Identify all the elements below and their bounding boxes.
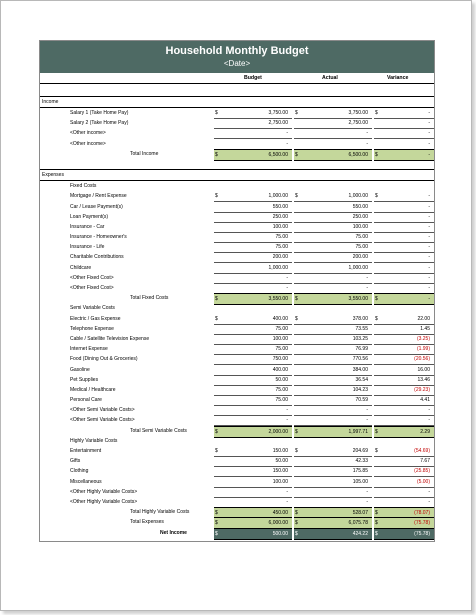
amount-value: (5.00) (416, 478, 430, 485)
budget-rows (40, 96, 434, 538)
date-placeholder: <Date> (223, 59, 251, 68)
amount-value: 22.00 (417, 315, 430, 322)
currency-symbol: $ (215, 110, 218, 116)
row-label: Insurance - Car (70, 223, 105, 230)
section-row (40, 96, 434, 108)
amount-value: - (286, 417, 288, 424)
row-label: Charitable Contributions (70, 254, 124, 261)
currency-symbol: $ (375, 510, 378, 517)
amount-value: 100.00 (272, 478, 288, 485)
row-label: <Other Highly Variable Costs> (70, 498, 138, 505)
amount-value: - (428, 193, 430, 200)
amount-value: (3.25) (416, 335, 430, 342)
currency-symbol: $ (295, 151, 298, 158)
row-label: Salary 1 (Take Home Pay) (70, 110, 129, 116)
amount-value: - (286, 285, 288, 291)
row-label: Semi Variable Costs (70, 305, 115, 312)
amount-value: 4.41 (420, 397, 430, 404)
row-label: Total Semi Variable Costs (130, 427, 187, 434)
category-row (40, 303, 434, 313)
currency-symbol: $ (215, 428, 218, 435)
amount-value: - (428, 498, 430, 505)
currency-symbol: $ (295, 110, 298, 116)
line-item-row (40, 395, 434, 405)
total-row (40, 426, 434, 436)
currency-symbol: $ (215, 151, 218, 158)
line-item-row (40, 334, 434, 344)
amount-value: - (428, 488, 430, 495)
amount-value: 770.56 (352, 356, 368, 363)
amount-value: 1,997.71 (348, 428, 368, 435)
line-item-row (40, 314, 434, 324)
amount-value: 1,000.00 (268, 264, 288, 271)
total-row (40, 149, 434, 159)
row-label: Total Fixed Costs (130, 295, 169, 302)
amount-value: 100.00 (272, 223, 288, 230)
amount-value: 250.00 (352, 213, 368, 220)
amount-value: (1.99) (416, 346, 430, 353)
row-label: Electric / Gas Expense (70, 315, 121, 322)
row-label: Telephone Expense (70, 325, 114, 332)
amount-value: - (428, 274, 430, 281)
currency-symbol: $ (375, 296, 378, 303)
amount-value: (29.23) (414, 386, 430, 393)
row-label: Internet Expense (70, 346, 108, 353)
amount-value: 3,750.00 (348, 110, 368, 116)
amount-value: (75.78) (414, 520, 430, 527)
row-label: Childcare (70, 264, 92, 271)
line-item-row (40, 273, 434, 283)
currency-symbol: $ (215, 296, 218, 303)
amount-value: 3,550.00 (268, 296, 288, 303)
row-label: Miscellaneous (70, 478, 102, 485)
amount-value: 3,750.00 (268, 110, 288, 116)
amount-value: 7.67 (420, 458, 430, 465)
amount-value: 175.85 (352, 468, 368, 475)
currency-symbol: $ (215, 315, 218, 322)
amount-value: 103.25 (352, 335, 368, 342)
amount-value: - (428, 264, 430, 271)
row-label: Insurance - Life (70, 244, 105, 251)
budget-sheet (39, 40, 435, 542)
line-item-row (40, 477, 434, 487)
row-label: Gifts (70, 458, 81, 465)
currency-symbol: $ (295, 296, 298, 303)
amount-value: - (366, 488, 368, 495)
amount-value: - (428, 130, 430, 137)
line-item-row (40, 365, 434, 375)
amount-value: 150.00 (272, 468, 288, 475)
amount-value: 13.46 (417, 376, 430, 383)
variance-column-header: Variance (387, 75, 409, 81)
row-label: Personal Care (70, 397, 102, 404)
amount-value: 204.69 (352, 448, 368, 454)
column-headers (40, 73, 434, 84)
row-label: Insurance - Homeowner's (70, 234, 127, 241)
amount-value: - (286, 274, 288, 281)
title-band (40, 41, 434, 73)
amount-value: 36.54 (355, 376, 368, 383)
amount-value: 100.00 (272, 335, 288, 342)
currency-symbol: $ (295, 193, 298, 200)
amount-value: 384.00 (352, 366, 368, 373)
row-label: Mortgage / Rent Expense (70, 193, 127, 200)
amount-value: 250.00 (272, 213, 288, 220)
amount-value: - (428, 234, 430, 241)
row-label: Clothing (70, 468, 89, 475)
amount-value: 400.00 (272, 315, 288, 322)
total-row (40, 293, 434, 303)
amount-value: 75.00 (355, 244, 368, 251)
section-row (40, 169, 434, 181)
amount-value: 1,000.00 (348, 193, 368, 200)
amount-value: 104.23 (352, 386, 368, 393)
currency-symbol: $ (215, 193, 218, 200)
line-item-row (40, 222, 434, 232)
amount-value: - (428, 140, 430, 147)
amount-value: 3,550.00 (348, 296, 368, 303)
amount-value: 2,750.00 (268, 120, 288, 127)
amount-value: 42.33 (355, 458, 368, 465)
row-label: Total Highly Variable Costs (130, 509, 190, 516)
amount-value: 750.00 (272, 356, 288, 363)
amount-value: (78.07) (414, 510, 430, 517)
currency-symbol: $ (375, 193, 378, 200)
row-label: Pet Supplies (70, 376, 99, 383)
amount-value: 424.22 (352, 530, 368, 537)
currency-symbol: $ (215, 448, 218, 454)
line-item-row (40, 385, 434, 395)
row-label: Income (42, 99, 59, 105)
row-label: <Other Highly Variable Costs> (70, 488, 138, 495)
line-item-row (40, 446, 434, 456)
amount-value: 75.00 (275, 244, 288, 251)
currency-symbol: $ (215, 510, 218, 517)
amount-value: 75.00 (275, 386, 288, 393)
amount-value: 6,500.00 (348, 151, 368, 158)
amount-value: 75.00 (355, 234, 368, 241)
amount-value: 105.00 (352, 478, 368, 485)
row-label: Medical / Healthcare (70, 386, 116, 393)
amount-value: 500.00 (272, 530, 288, 537)
row-label: <Other Fixed Cost> (70, 285, 114, 291)
line-item-row (40, 108, 434, 118)
amount-value: 75.00 (275, 325, 288, 332)
line-item-row (40, 232, 434, 242)
amount-value: - (428, 296, 430, 303)
amount-value: 50.00 (275, 376, 288, 383)
amount-value: 50.00 (275, 458, 288, 465)
currency-symbol: $ (375, 110, 378, 116)
row-label: Net Income (160, 529, 187, 536)
amount-value: 100.00 (352, 223, 368, 230)
currency-symbol: $ (375, 448, 378, 454)
net-income-row (40, 528, 434, 538)
line-item-row (40, 242, 434, 252)
line-item-row (40, 252, 434, 262)
amount-value: 1.45 (420, 325, 430, 332)
amount-value: - (286, 140, 288, 147)
line-item-row (40, 212, 434, 222)
amount-value: 400.00 (272, 366, 288, 373)
amount-value: 76.99 (355, 346, 368, 353)
line-item-row (40, 128, 434, 138)
row-label: Car / Lease Payment(s) (70, 203, 123, 210)
amount-value: 6,500.00 (268, 151, 288, 158)
amount-value: 200.00 (352, 254, 368, 261)
line-item-row (40, 118, 434, 128)
amount-value: (75.78) (414, 530, 430, 537)
line-item-row (40, 375, 434, 385)
currency-symbol: $ (375, 520, 378, 527)
currency-symbol: $ (295, 448, 298, 454)
amount-value: - (286, 488, 288, 495)
amount-value: 200.00 (272, 254, 288, 261)
row-label: <Other income> (70, 130, 106, 137)
row-label: Fixed Costs (70, 183, 97, 190)
amount-value: 73.55 (355, 325, 368, 332)
amount-value: - (366, 274, 368, 281)
amount-value: - (366, 130, 368, 137)
amount-value: - (286, 130, 288, 137)
line-item-row (40, 415, 434, 425)
row-label: Total Income (130, 150, 159, 157)
budget-cell[interactable] (214, 528, 292, 540)
amount-value: 16.00 (417, 366, 430, 373)
amount-value: - (428, 417, 430, 424)
amount-value: - (428, 203, 430, 210)
variance-cell[interactable] (374, 528, 434, 540)
amount-value: - (286, 407, 288, 414)
amount-value: 550.00 (352, 203, 368, 210)
currency-symbol: $ (295, 510, 298, 517)
amount-value: - (428, 254, 430, 261)
currency-symbol: $ (375, 530, 378, 537)
line-item-row (40, 344, 434, 354)
amount-value: 70.59 (355, 397, 368, 404)
amount-value: - (366, 407, 368, 414)
currency-symbol: $ (295, 520, 298, 527)
amount-value: - (366, 417, 368, 424)
currency-symbol: $ (295, 428, 298, 435)
currency-symbol: $ (375, 315, 378, 322)
line-item-row (40, 466, 434, 476)
row-label: <Other Fixed Cost> (70, 274, 114, 281)
row-label: Expenses (42, 172, 64, 179)
amount-value: 2,750.00 (348, 120, 368, 127)
amount-value: 6,075.78 (348, 520, 368, 527)
actual-cell[interactable] (294, 528, 372, 540)
line-item-row (40, 456, 434, 466)
currency-symbol: $ (215, 530, 218, 537)
amount-value: - (428, 213, 430, 220)
line-item-row (40, 263, 434, 273)
line-item-row (40, 283, 434, 293)
line-item-row (40, 324, 434, 334)
category-row (40, 436, 434, 446)
amount-value: 75.00 (275, 234, 288, 241)
amount-value: 550.00 (272, 203, 288, 210)
row-label: Entertainment (70, 448, 102, 454)
currency-symbol: $ (295, 315, 298, 322)
row-label: Highly Variable Costs (70, 437, 118, 444)
amount-value: - (428, 223, 430, 230)
total-row (40, 507, 434, 517)
amount-value: 2,000.00 (268, 428, 288, 435)
blank-row (40, 159, 434, 169)
amount-value: - (366, 498, 368, 505)
line-item-row (40, 487, 434, 497)
amount-value: - (428, 151, 430, 158)
sheet-title: Household Monthly Budget (165, 45, 309, 57)
amount-value: 75.00 (275, 397, 288, 404)
budget-column-header: Budget (244, 75, 262, 81)
row-label: Total Expenses (130, 519, 164, 526)
line-item-row (40, 191, 434, 201)
amount-value: - (428, 110, 430, 116)
currency-symbol: $ (375, 151, 378, 158)
row-label: Gasoline (70, 366, 90, 373)
amount-value: 1,000.00 (348, 264, 368, 271)
amount-value: - (286, 498, 288, 505)
amount-value: - (428, 285, 430, 291)
total-row (40, 517, 434, 527)
amount-value: - (366, 140, 368, 147)
line-item-row (40, 202, 434, 212)
amount-value: - (428, 120, 430, 127)
header-spacer (40, 84, 434, 96)
line-item-row (40, 139, 434, 149)
row-label: Cable / Satellite Television Expense (70, 335, 150, 342)
amount-value: - (428, 407, 430, 414)
amount-value: (54.69) (414, 448, 430, 454)
amount-value: (20.56) (414, 356, 430, 363)
category-row (40, 181, 434, 191)
amount-value: - (428, 244, 430, 251)
amount-value: 2.29 (420, 428, 430, 435)
row-label: <Other income> (70, 140, 106, 147)
line-item-row (40, 497, 434, 507)
row-label: Food (Dining Out & Groceries) (70, 356, 138, 363)
amount-value: - (366, 285, 368, 291)
row-label: Salary 2 (Take Home Pay) (70, 120, 129, 127)
amount-value: (25.85) (414, 468, 430, 475)
amount-value: 1,000.00 (268, 193, 288, 200)
amount-value: 75.00 (275, 346, 288, 353)
currency-symbol: $ (375, 428, 378, 435)
row-label: <Other Semi Variable Costs> (70, 407, 135, 414)
row-label: <Other Semi Variable Costs> (70, 417, 135, 424)
line-item-row (40, 405, 434, 415)
line-item-row (40, 354, 434, 364)
amount-value: 378.00 (352, 315, 368, 322)
actual-column-header: Actual (322, 75, 338, 81)
amount-value: 6,000.00 (268, 520, 288, 527)
amount-value: 150.00 (272, 448, 288, 454)
row-label: Loan Payment(s) (70, 213, 109, 220)
amount-value: 450.00 (272, 510, 288, 517)
currency-symbol: $ (215, 520, 218, 527)
currency-symbol: $ (295, 530, 298, 537)
amount-value: 528.07 (352, 510, 368, 517)
